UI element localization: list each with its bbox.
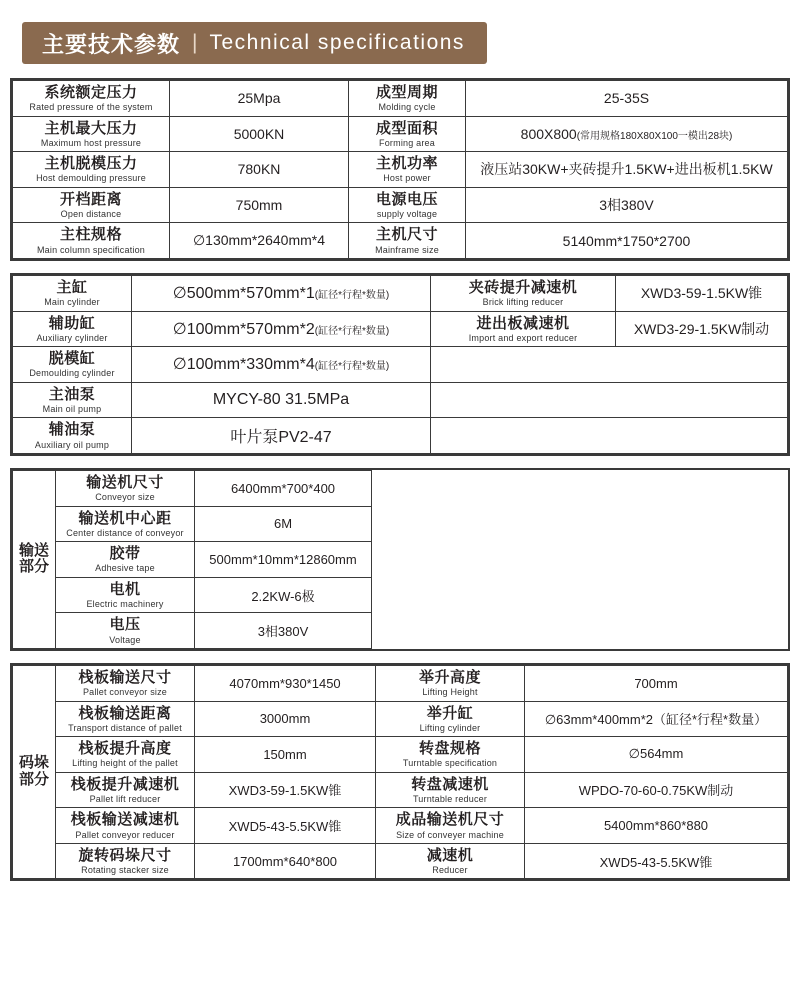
row-value (132, 311, 431, 347)
label-cn: 栈板输送尺寸 (78, 668, 172, 686)
table-row (13, 665, 788, 701)
row-value (466, 81, 788, 117)
table-row (13, 311, 788, 347)
label-en: Lifting Height (422, 687, 478, 698)
row-label (376, 772, 525, 808)
row-label (349, 81, 466, 117)
row-value: 5400mm*860*880 (525, 808, 788, 844)
label-cn: 转盘规格 (418, 740, 481, 758)
side-label-text: 码垛部分 (18, 754, 49, 789)
label-cn: 辅油泵 (48, 421, 96, 439)
value-main: 5140mm*1750*2700 (562, 232, 691, 249)
row-value: XWD3-29-1.5KW制动 (616, 311, 788, 347)
row-label (13, 382, 132, 418)
table-row (13, 275, 788, 311)
row-value: 3000mm (195, 701, 376, 737)
label-cn: 栈板提升高度 (78, 740, 172, 758)
row-label (13, 116, 170, 152)
side-label-text: 输送部分 (18, 541, 49, 576)
row-value (466, 152, 788, 188)
label-en: Auxiliary oil pump (34, 439, 110, 450)
row-label (13, 418, 132, 454)
table-row (13, 506, 788, 542)
row-label (56, 470, 195, 506)
label-en: Adhesive tape (95, 563, 155, 574)
label-en: Rated pressure of the system (29, 102, 153, 113)
label-cn: 主机功率 (375, 155, 438, 173)
table-row (13, 418, 788, 454)
label-en: Electric machinery (86, 598, 164, 609)
table-row (13, 116, 788, 152)
label-cn: 输送机尺寸 (86, 473, 164, 491)
label-en: Main cylinder (44, 297, 100, 308)
value-main: 800X800 (520, 125, 577, 142)
row-label (56, 701, 195, 737)
row-label (349, 223, 466, 259)
label-cn: 脱模缸 (48, 350, 96, 368)
label-en: Mainframe size (375, 244, 439, 255)
label-en: Molding cycle (378, 102, 436, 113)
value-main: 液压站30KW+夹砖提升1.5KW+进出板机1.5KW (480, 161, 773, 178)
row-label (376, 737, 525, 773)
row-label (13, 275, 132, 311)
label-en: Size of conveyer machine (396, 829, 504, 840)
label-en: supply voltage (376, 209, 438, 220)
row-value: 5000KN (170, 116, 349, 152)
label-en: Import and export reducer (468, 332, 578, 343)
row-label (13, 187, 170, 223)
label-en: Turntable reducer (412, 793, 488, 804)
row-label (13, 152, 170, 188)
value-main: 3相380V (599, 197, 654, 214)
row-value: 780KN (170, 152, 349, 188)
empty-cell (372, 470, 788, 506)
label-cn: 辅助缸 (48, 314, 96, 332)
label-cn: 主机最大压力 (44, 119, 138, 137)
row-value: 6M (195, 506, 372, 542)
row-value: 150mm (195, 737, 376, 773)
label-en: Maximum host pressure (40, 137, 142, 148)
value-main: ∅500mm*570mm*1 (172, 285, 315, 303)
row-value: 700mm (525, 665, 788, 701)
label-cn: 进出板减速机 (476, 314, 570, 332)
page-title-en: Technical specifications (209, 31, 465, 54)
page-title-banner (22, 22, 487, 64)
label-en: Pallet conveyor size (82, 687, 168, 698)
row-label (56, 737, 195, 773)
table-row (13, 542, 788, 578)
row-label (431, 311, 616, 347)
label-cn: 举升缸 (426, 704, 474, 722)
table-row (13, 152, 788, 188)
row-value: MYCY-80 31.5MPa (132, 382, 431, 418)
row-label (376, 701, 525, 737)
table-row (13, 772, 788, 808)
row-label (431, 275, 616, 311)
row-value (132, 275, 431, 311)
row-label (13, 223, 170, 259)
row-value: WPDO-70-60-0.75KW制动 (525, 772, 788, 808)
row-label (13, 81, 170, 117)
row-label (56, 843, 195, 879)
label-en: Lifting cylinder (419, 722, 481, 733)
row-value: ∅63mm*400mm*2（缸径*行程*数量） (525, 701, 788, 737)
value-main: ∅100mm*570mm*2 (172, 320, 315, 338)
value-note: (缸径*行程*数量) (314, 290, 390, 302)
table-row (13, 577, 788, 613)
label-cn: 减速机 (426, 846, 474, 864)
table-row (13, 613, 788, 649)
label-cn: 主缸 (56, 278, 88, 296)
section-side-label-stacker (13, 665, 56, 879)
label-en: Center distance of conveyor (66, 527, 184, 538)
table-row (13, 223, 788, 259)
label-cn: 电压 (109, 616, 141, 634)
row-label (56, 772, 195, 808)
row-value: 3相380V (195, 613, 372, 649)
label-cn: 主柱规格 (59, 226, 122, 244)
label-en: Reducer (432, 865, 468, 876)
row-value: XWD3-59-1.5KW锥 (195, 772, 376, 808)
section-conveyor (10, 468, 790, 651)
value-note: (缸径*行程*数量) (314, 325, 390, 337)
value-note: (常用规格180X80X100一模出28块) (576, 130, 733, 142)
row-value (466, 223, 788, 259)
label-cn: 栈板提升减速机 (70, 775, 180, 793)
label-en: Main oil pump (42, 404, 102, 414)
row-value: 500mm*10mm*12860mm (195, 542, 372, 578)
row-label (349, 116, 466, 152)
label-cn: 主油泵 (48, 385, 96, 403)
empty-cell (372, 506, 788, 542)
label-en: Open distance (60, 209, 122, 220)
row-label (56, 577, 195, 613)
row-value: ∅564mm (525, 737, 788, 773)
title-separator: | (192, 31, 198, 54)
label-cn: 电机 (109, 580, 141, 598)
row-value: ∅130mm*2640mm*4 (170, 223, 349, 259)
empty-cell (372, 542, 788, 578)
page-title-cn: 主要技术参数 (42, 31, 181, 57)
row-value: 6400mm*700*400 (195, 470, 372, 506)
label-cn: 主机尺寸 (375, 226, 438, 244)
empty-cell (372, 613, 788, 649)
label-en: Pallet lift reducer (89, 793, 161, 804)
empty-cell (431, 347, 788, 383)
label-cn: 夹砖提升减速机 (468, 278, 578, 296)
empty-cell (431, 382, 788, 418)
label-en: Main column specification (36, 244, 146, 255)
row-value: 4070mm*930*1450 (195, 665, 376, 701)
table-row (13, 347, 788, 383)
label-cn: 电源电压 (375, 190, 438, 208)
section-cylinders-pumps (10, 273, 790, 456)
row-value: 25Mpa (170, 81, 349, 117)
row-value: 1700mm*640*800 (195, 843, 376, 879)
table-row (13, 843, 788, 879)
label-cn: 主机脱模压力 (44, 155, 138, 173)
label-en: Rotating stacker size (81, 865, 169, 876)
label-en: Lifting height of the pallet (72, 758, 178, 769)
label-en: Demoulding cylinder (29, 368, 115, 379)
label-cn: 成型面积 (375, 119, 438, 137)
row-label (56, 665, 195, 701)
row-label (56, 542, 195, 578)
row-label (56, 506, 195, 542)
label-en: Host demoulding pressure (36, 173, 146, 184)
label-cn: 输送机中心距 (78, 509, 172, 527)
table-row (13, 81, 788, 117)
row-label (376, 808, 525, 844)
label-cn: 栈板输送减速机 (70, 811, 180, 829)
table-row (13, 701, 788, 737)
label-en: Auxiliary cylinder (36, 332, 108, 343)
label-cn: 旋转码垛尺寸 (78, 846, 172, 864)
table-row (13, 737, 788, 773)
row-value (466, 116, 788, 152)
row-value: XWD5-43-5.5KW锥 (195, 808, 376, 844)
row-label (349, 152, 466, 188)
label-cn: 栈板输送距离 (78, 704, 172, 722)
row-label (349, 187, 466, 223)
table-row (13, 808, 788, 844)
label-cn: 开档距离 (59, 190, 122, 208)
row-value (132, 347, 431, 383)
label-en: Pallet conveyor reducer (75, 829, 175, 840)
row-label (56, 613, 195, 649)
label-cn: 成品输送机尺寸 (395, 811, 505, 829)
label-en: Voltage (109, 634, 141, 645)
label-cn: 转盘减速机 (411, 775, 489, 793)
label-en: Conveyor size (95, 492, 155, 503)
table-row (13, 187, 788, 223)
row-label (376, 665, 525, 701)
section-side-label-conveyor (13, 470, 56, 648)
label-en: Brick lifting reducer (482, 297, 564, 308)
row-label (56, 808, 195, 844)
empty-cell (431, 418, 788, 454)
row-label (13, 311, 132, 347)
label-en: Transport distance of pallet (68, 722, 182, 733)
label-en: Host power (383, 173, 431, 184)
row-value: XWD5-43-5.5KW锥 (525, 843, 788, 879)
row-value (466, 187, 788, 223)
label-en: Turntable specification (402, 758, 498, 769)
section-stacker (10, 663, 790, 882)
row-value: 2.2KW-6极 (195, 577, 372, 613)
label-cn: 成型周期 (375, 84, 438, 101)
label-cn: 系统额定压力 (44, 84, 138, 101)
label-en: Forming area (379, 137, 435, 148)
value-main: 25-35S (603, 90, 650, 107)
row-value: 750mm (170, 187, 349, 223)
label-cn: 胶带 (109, 545, 141, 563)
row-label (13, 347, 132, 383)
table-row (13, 382, 788, 418)
empty-cell (372, 577, 788, 613)
table-row (13, 470, 788, 506)
row-value: 叶片泵PV2-47 (132, 418, 431, 454)
row-value: XWD3-59-1.5KW锥 (616, 275, 788, 311)
value-main: ∅100mm*330mm*4 (172, 356, 315, 374)
row-label (376, 843, 525, 879)
value-note: (缸径*行程*数量) (314, 361, 390, 373)
section-main-machine (10, 78, 790, 261)
label-cn: 举升高度 (418, 668, 481, 686)
